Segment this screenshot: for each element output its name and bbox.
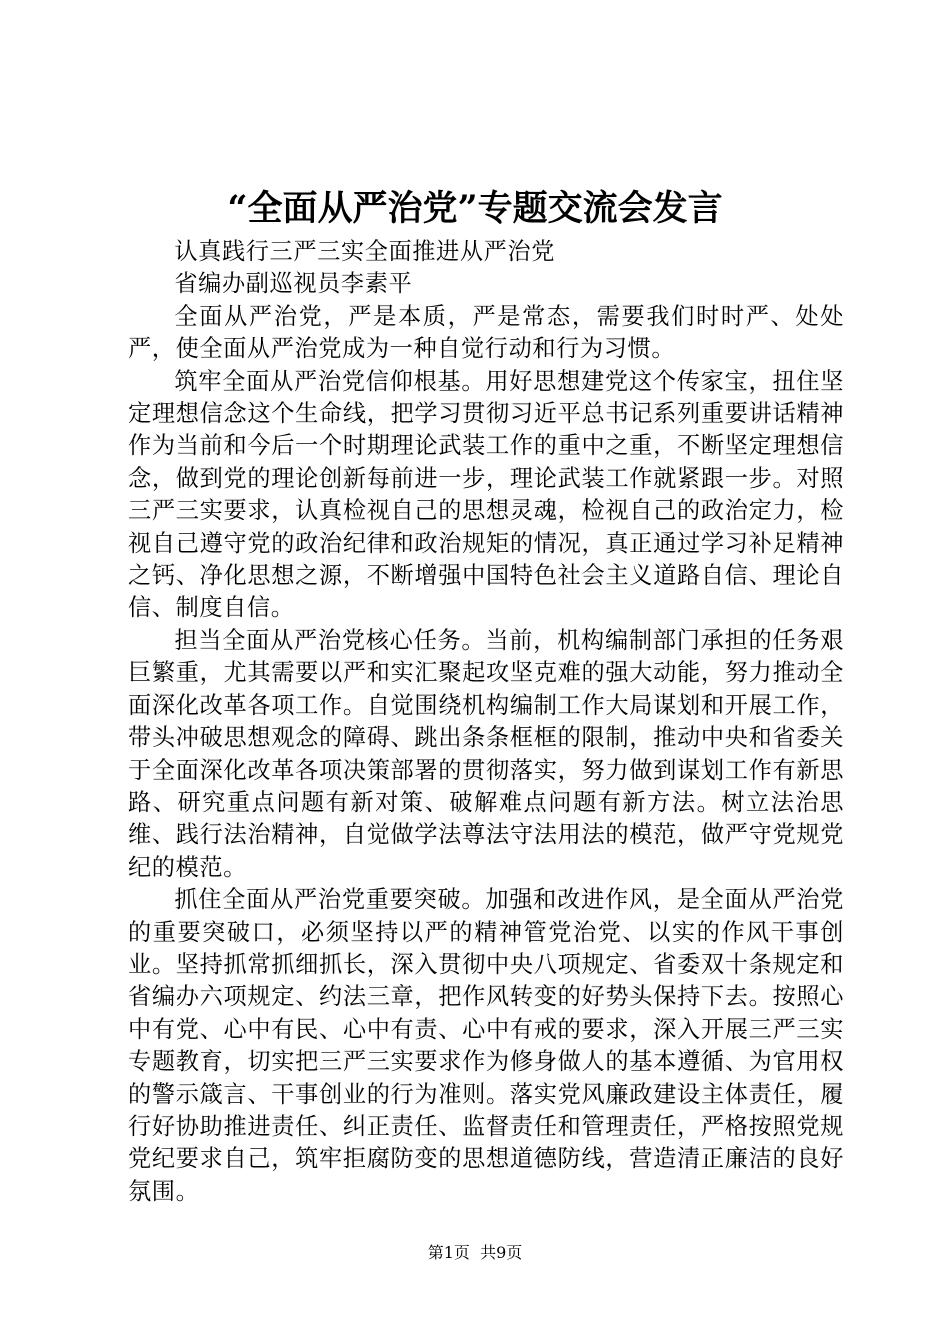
paragraph-intro: 全面从严治党，严是本质，严是常态，需要我们时时严、处处严，使全面从严治党成为一种自觉行动和行为习惯。 [128, 302, 844, 363]
document-body [128, 236, 844, 1208]
author-line: 省编办副巡视员李素平 [174, 270, 413, 298]
subtitle: 认真践行三严三实全面推进从严治党 [174, 238, 555, 265]
paragraph-core-task: 担当全面从严治党核心任务。当前，机构编制部门承担的任务艰巨繁重，尤其需要以严和实汇聚起攻坚克难的强大动能，努力推动全面深化改革各项工作。自觉围绕机构编制工作大局谋划和开展工作，带头冲破思想观念的障碍、跳出条条框框的限制，推动中央和省委关于全面深化改革各项决策部署的贯彻落实，努力做到谋划工作有新思路、研究重点问题有新对策、破解难点问题有新方法。树立法治思维、践行法治精神，自觉做学法尊法守法用法的模范，做严守党规党纪的模范。 [128, 626, 844, 881]
page-title: “全面从严治党”专题交流会发言 [227, 188, 723, 229]
page-number: 第1页 [427, 1243, 470, 1262]
paragraph-belief: 筑牢全面从严治党信仰根基。用好思想建党这个传家宝，扭住坚定理想信念这个生命线，把学习贯彻习近平总书记系列重要讲话精神作为当前和今后一个时期理论武装工作的重中之重，不断坚定理想信念，做到党的理论创新每前进一步，理论武装工作就紧跟一步。对照三严三实要求，认真检视自己的思想灵魂，检视自己的政治定力，检视自己遵守党的政治纪律和政治规矩的情况，真正通过学习补足精神之钙、净化思想之源，不断增强中国特色社会主义道路自信、理论自信、制度自信。 [128, 367, 844, 622]
page-total: 共9页 [480, 1243, 523, 1262]
paragraph-breakthrough: 抓住全面从严治党重要突破。加强和改进作风，是全面从严治党的重要突破口，必须坚持以严的精神管党治党、以实的作风干事创业。坚持抓常抓细抓长，深入贯彻中央八项规定、省委双十条规定和省编办六项规定、约法三章，把作风转变的好势头保持下去。按照心中有党、心中有民、心中有责、心中有戒的要求，深入开展三严三实专题教育，切实把三严三实要求作为修身做人的基本遵循、为官用权的警示箴言、干事创业的行为准则。落实党风廉政建设主体责任，履行好协助推进责任、纠正责任、监督责任和管理责任，严格按照党规党纪要求自己，筑牢拒腐防变的思想道德防线，营造清正廉洁的良好氛围。 [128, 886, 844, 1205]
page-footer [0, 1241, 950, 1265]
